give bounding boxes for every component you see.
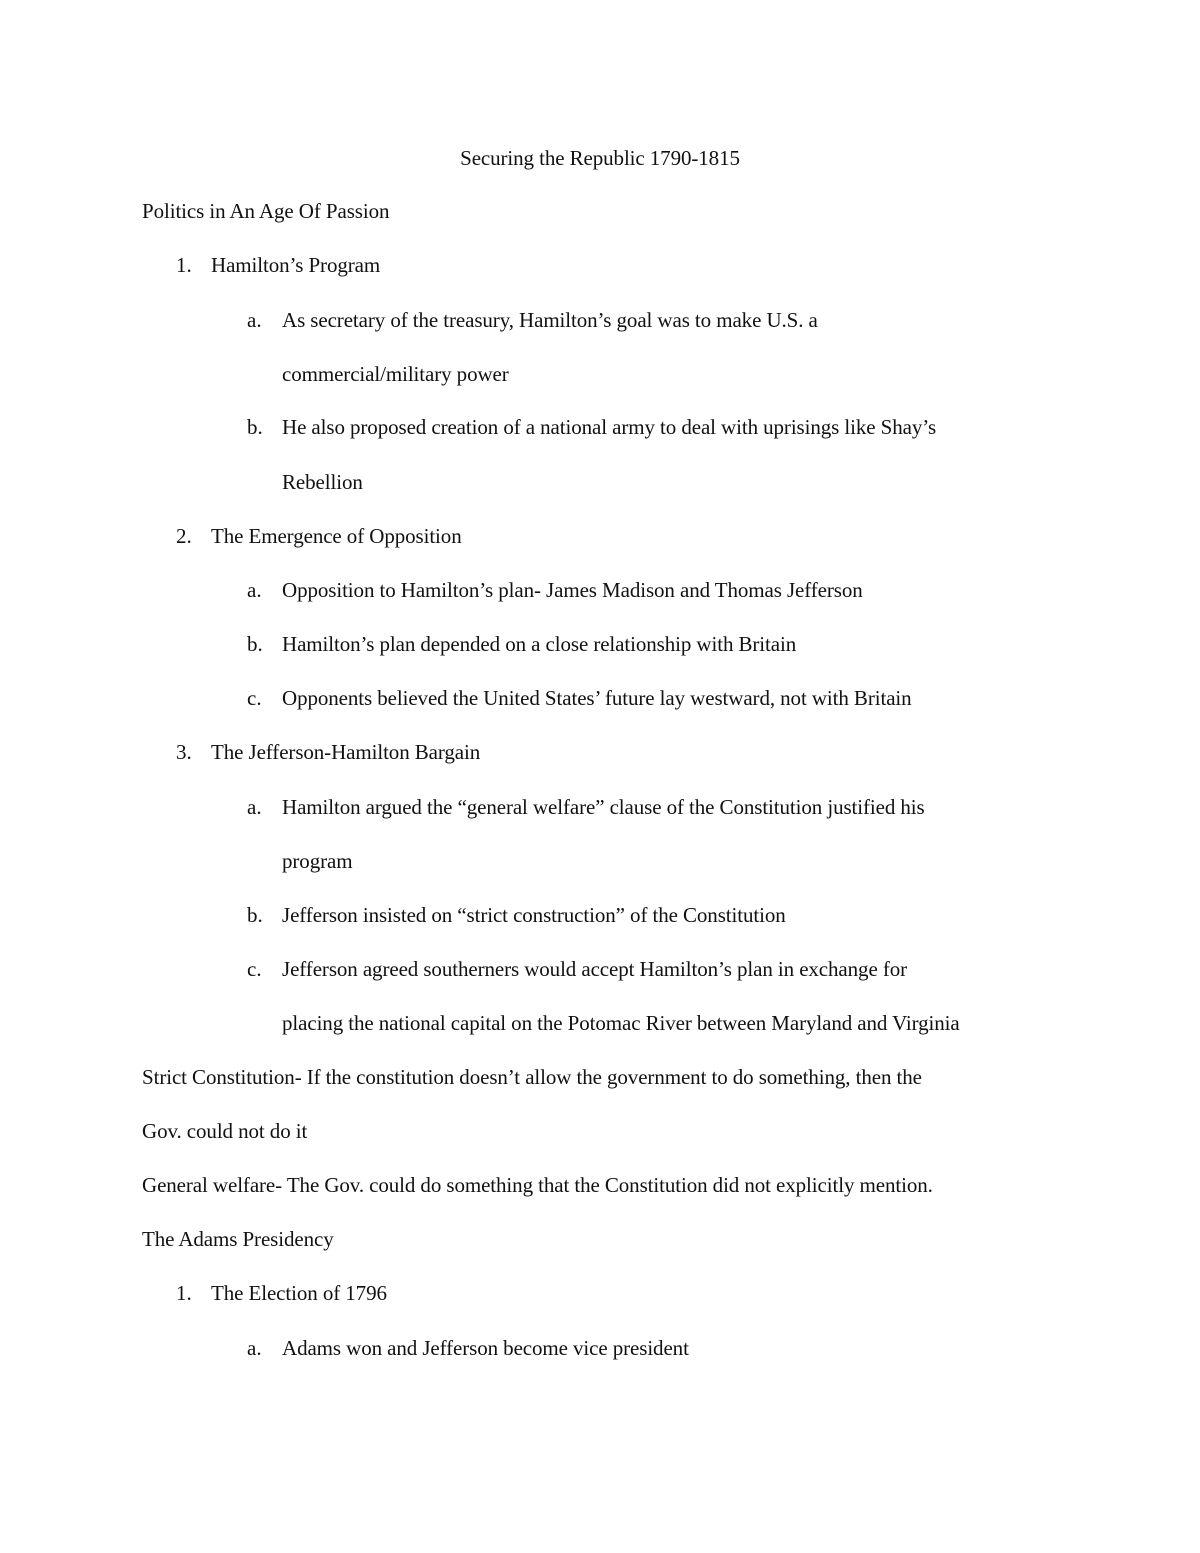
section-heading: The Adams Presidency [142, 1227, 334, 1251]
sub-item-marker: b. [247, 903, 263, 927]
sub-item-text: Adams won and Jefferson become vice president [282, 1336, 689, 1360]
definition-text: General welfare- The Gov. could do something that the Constitution did not explicitly mention. [142, 1173, 933, 1197]
list-number: 1. [176, 253, 192, 277]
sub-item-marker: a. [247, 578, 262, 602]
sub-item-marker: c. [247, 957, 262, 981]
definition-text: Strict Constitution- If the constitution doesn’t allow the government to do something, then the [142, 1065, 922, 1089]
list-number: 3. [176, 740, 192, 764]
sub-item-marker: b. [247, 632, 263, 656]
sub-item-marker: c. [247, 686, 262, 710]
sub-item-marker: a. [247, 795, 262, 819]
sub-item-text: Opponents believed the United States’ future lay westward, not with Britain [282, 686, 912, 710]
sub-item-marker: a. [247, 308, 262, 332]
sub-item-text: As secretary of the treasury, Hamilton’s goal was to make U.S. a [282, 308, 818, 332]
list-item-heading: Hamilton’s Program [211, 253, 381, 277]
list-item-heading: The Jefferson-Hamilton Bargain [211, 740, 481, 764]
sub-item-text: commercial/military power [282, 362, 509, 386]
sub-item-text: Rebellion [282, 470, 363, 494]
list-number: 1. [176, 1281, 192, 1305]
sub-item-text: He also proposed creation of a national army to deal with uprisings like Shay’s [282, 415, 937, 439]
sub-item-marker: a. [247, 1336, 262, 1360]
sub-item-marker: b. [247, 415, 263, 439]
list-item-heading: The Election of 1796 [211, 1281, 387, 1305]
sub-item-text: program [282, 849, 353, 873]
sub-item-text: Jefferson insisted on “strict construction” of the Constitution [282, 903, 786, 927]
sub-item-text: Jefferson agreed southerners would accept Hamilton’s plan in exchange for [282, 957, 908, 981]
sub-item-text: Hamilton’s plan depended on a close relationship with Britain [282, 632, 797, 656]
sub-item-text: Hamilton argued the “general welfare” clause of the Constitution justified his [282, 795, 925, 819]
sub-item-text: placing the national capital on the Potomac River between Maryland and Virginia [282, 1011, 960, 1035]
definition-text: Gov. could not do it [142, 1119, 308, 1143]
list-item-heading: The Emergence of Opposition [211, 524, 462, 548]
section-heading: Politics in An Age Of Passion [142, 199, 390, 223]
list-number: 2. [176, 524, 192, 548]
sub-item-text: Opposition to Hamilton’s plan- James Madison and Thomas Jefferson [282, 578, 863, 602]
document-title: Securing the Republic 1790-1815 [460, 146, 740, 170]
